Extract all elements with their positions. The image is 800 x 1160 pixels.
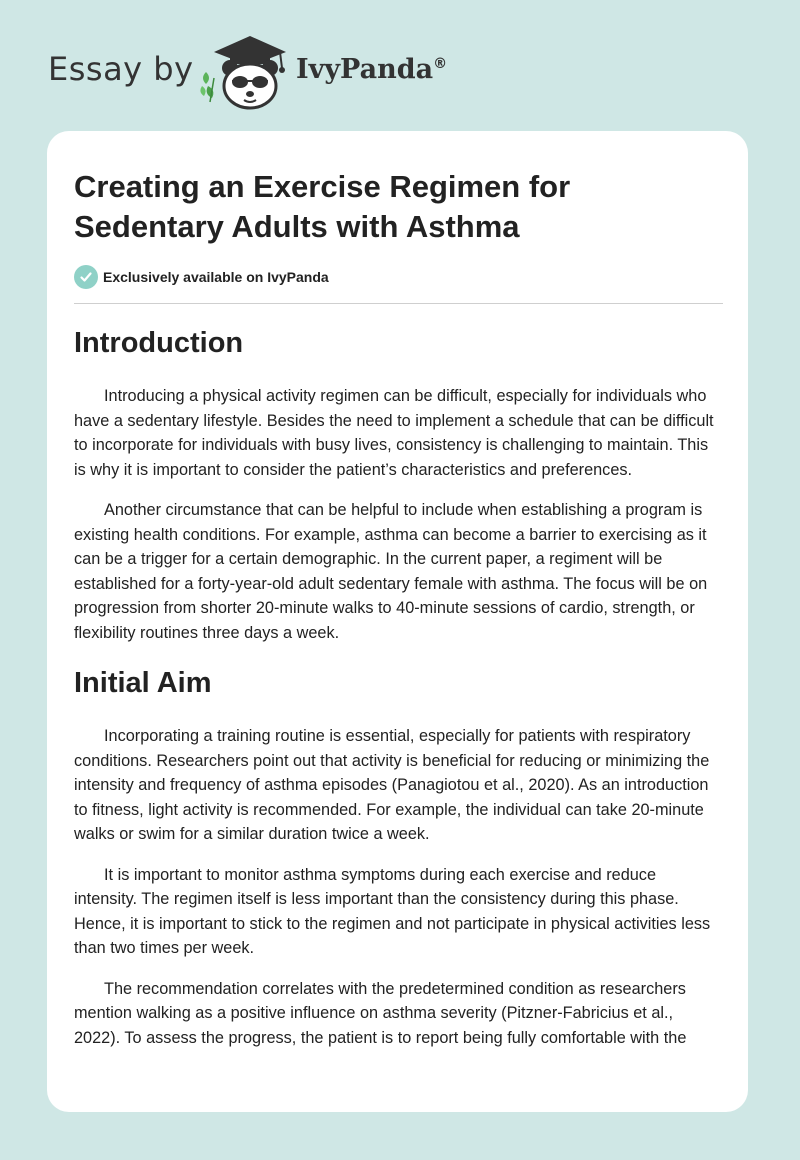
site-header xyxy=(48,30,748,110)
paragraph: Another circumstance that can be helpful to include when establishing a program is existing health conditions. For example, asthma can become a barrier to exercising as it can be a trigger for a certain demographic. In the current paper, a regiment will be established for a forty-year-old adult sedentary female with asthma. The focus will be on progression from shorter 20-minute walks to 40-minute sessions of cardio, strength, or flexibility routines three days a week. xyxy=(74,501,708,642)
essay-card xyxy=(47,131,748,1112)
essay-by-label: Essay by xyxy=(48,50,194,88)
brand-text: IvyPanda xyxy=(296,54,434,85)
paragraph: It is important to monitor asthma symptoms during each exercise and reduce intensity. The regimen itself is less important than the consistency during this phase. Hence, it is important to stick to the regimen and not participate in physical activities less than two times per week. xyxy=(74,865,711,957)
section-heading-introduction: Introduction xyxy=(74,327,244,359)
divider xyxy=(74,303,723,304)
brand-name[interactable] xyxy=(296,54,447,85)
panda-logo-icon[interactable] xyxy=(200,34,290,110)
paragraph: Incorporating a training routine is essential, especially for patients with respiratory conditions. Researchers point out that activity is beneficial for reducing or minimizing the intensity and frequency of asthma episodes (Panagiotou et al., 2020). As an introduction to fitness, light activity is recommended. For example, the individual can take 20-minute walks or swim for a similar duration twice a week. xyxy=(74,727,710,843)
paragraph: The recommendation correlates with the predetermined condition as researchers mention walking as a positive influence on asthma severity (Pitzner-Fabricius et al., 2022). To assess the progress, the patient is to report being fully comfortable with the xyxy=(74,979,687,1047)
exclusive-badge-label: Exclusively available on IvyPanda xyxy=(103,269,329,285)
registered-mark: ® xyxy=(433,56,448,72)
paragraph: Introducing a physical activity regimen can be difficult, especially for individuals who have a sedentary lifestyle. Besides the need to implement a schedule that can be difficult to incorporate for individuals with busy lives, consistency is challenging to maintain. This is why it is important to consider the patient’s characteristics and preferences. xyxy=(74,387,714,479)
essay-body xyxy=(74,324,722,1050)
exclusive-badge xyxy=(74,263,329,291)
page-title: Creating an Exercise Regimen for Sedentary Adults with Asthma xyxy=(74,169,571,244)
check-icon xyxy=(74,265,98,289)
section-heading-initial-aim: Initial Aim xyxy=(74,667,212,699)
